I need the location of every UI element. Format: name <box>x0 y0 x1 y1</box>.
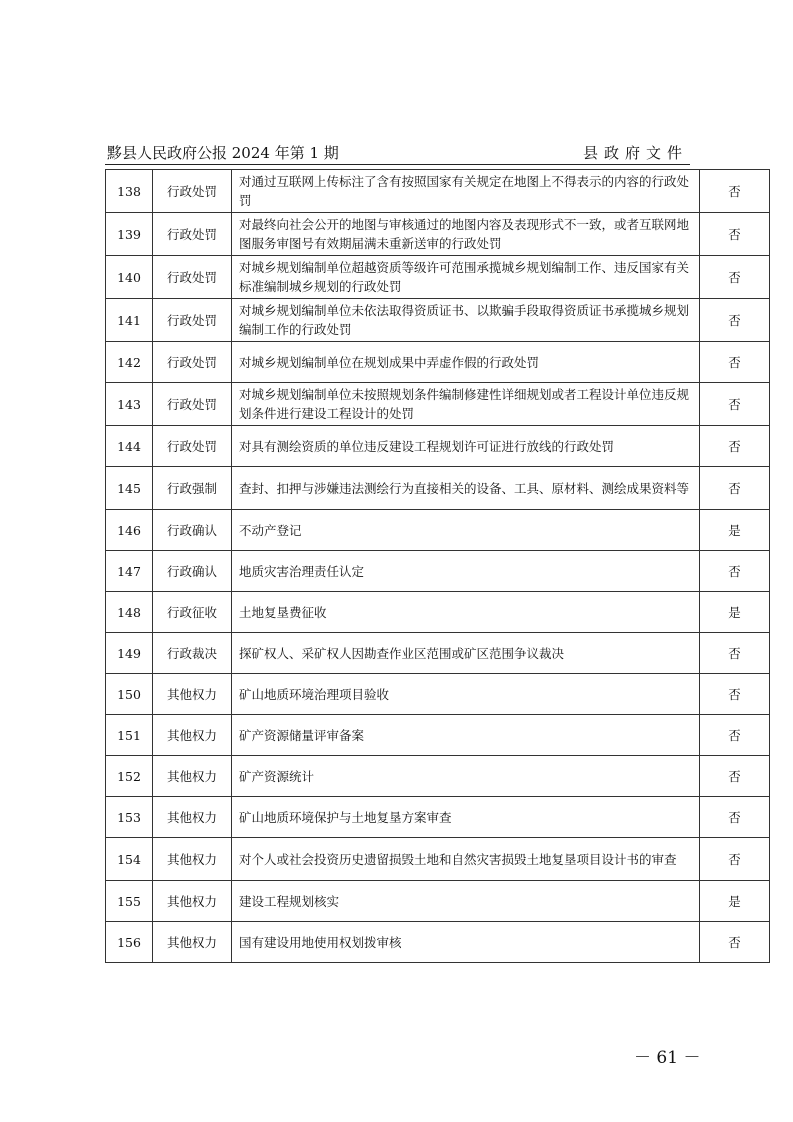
power-item: 对城乡规划编制单位未按照规划条件编制修建性详细规划或者工程设计单位违反规划条件进行建设工程设计的处罚 <box>232 383 700 426</box>
power-type: 行政强制 <box>153 467 232 510</box>
flag-value: 否 <box>700 922 770 963</box>
table-row <box>106 633 770 674</box>
power-type: 其他权力 <box>153 797 232 838</box>
table-row <box>106 592 770 633</box>
table-row <box>106 467 770 510</box>
row-number: 140 <box>106 256 153 299</box>
power-type: 行政处罚 <box>153 256 232 299</box>
row-number: 150 <box>106 674 153 715</box>
power-item: 查封、扣押与涉嫌违法测绘行为直接相关的设备、工具、原材料、测绘成果资料等 <box>232 467 700 510</box>
row-number: 156 <box>106 922 153 963</box>
power-type: 行政处罚 <box>153 426 232 467</box>
power-item: 对个人或社会投资历史遗留损毁土地和自然灾害损毁土地复垦项目设计书的审查 <box>232 838 700 881</box>
flag-value: 否 <box>700 383 770 426</box>
table-row <box>106 881 770 922</box>
row-number: 151 <box>106 715 153 756</box>
table-row <box>106 299 770 342</box>
power-list-table <box>105 169 770 963</box>
power-item: 建设工程规划核实 <box>232 881 700 922</box>
power-type: 行政处罚 <box>153 342 232 383</box>
power-item: 矿山地质环境保护与土地复垦方案审查 <box>232 797 700 838</box>
flag-value: 否 <box>700 256 770 299</box>
power-item: 土地复垦费征收 <box>232 592 700 633</box>
table-row <box>106 674 770 715</box>
page-number: － 61 － <box>634 1048 701 1068</box>
publication-title: 黟县人民政府公报 2024 年第 1 期 <box>107 144 339 162</box>
power-item: 对城乡规划编制单位未依法取得资质证书、以欺骗手段取得资质证书承揽城乡规划编制工作的行政处罚 <box>232 299 700 342</box>
section-title: 县政府文件 <box>582 144 688 162</box>
power-type: 其他权力 <box>153 838 232 881</box>
row-number: 141 <box>106 299 153 342</box>
power-type: 其他权力 <box>153 881 232 922</box>
table-row <box>106 715 770 756</box>
table-row <box>106 426 770 467</box>
flag-value: 否 <box>700 756 770 797</box>
power-type: 其他权力 <box>153 715 232 756</box>
power-item: 矿山地质环境治理项目验收 <box>232 674 700 715</box>
power-item: 对具有测绘资质的单位违反建设工程规划许可证进行放线的行政处罚 <box>232 426 700 467</box>
flag-value: 否 <box>700 838 770 881</box>
flag-value: 是 <box>700 510 770 551</box>
row-number: 152 <box>106 756 153 797</box>
row-number: 153 <box>106 797 153 838</box>
row-number: 149 <box>106 633 153 674</box>
power-item: 不动产登记 <box>232 510 700 551</box>
power-item: 对城乡规划编制单位超越资质等级许可范围承揽城乡规划编制工作、违反国家有关标准编制城乡规划的行政处罚 <box>232 256 700 299</box>
flag-value: 否 <box>700 551 770 592</box>
table-row <box>106 797 770 838</box>
table-row <box>106 213 770 256</box>
table-row <box>106 838 770 881</box>
row-number: 155 <box>106 881 153 922</box>
table-row <box>106 551 770 592</box>
flag-value: 是 <box>700 881 770 922</box>
flag-value: 否 <box>700 213 770 256</box>
row-number: 144 <box>106 426 153 467</box>
power-type: 行政征收 <box>153 592 232 633</box>
page-header <box>105 140 690 165</box>
power-type: 其他权力 <box>153 674 232 715</box>
table-row <box>106 170 770 213</box>
flag-value: 否 <box>700 299 770 342</box>
row-number: 147 <box>106 551 153 592</box>
flag-value: 否 <box>700 426 770 467</box>
flag-value: 否 <box>700 674 770 715</box>
power-item: 矿产资源储量评审备案 <box>232 715 700 756</box>
power-item: 地质灾害治理责任认定 <box>232 551 700 592</box>
table-row <box>106 510 770 551</box>
power-type: 行政处罚 <box>153 383 232 426</box>
power-type: 行政处罚 <box>153 299 232 342</box>
power-item: 对城乡规划编制单位在规划成果中弄虚作假的行政处罚 <box>232 342 700 383</box>
flag-value: 否 <box>700 170 770 213</box>
power-type: 其他权力 <box>153 756 232 797</box>
table-row <box>106 256 770 299</box>
power-type: 行政处罚 <box>153 170 232 213</box>
row-number: 138 <box>106 170 153 213</box>
row-number: 145 <box>106 467 153 510</box>
row-number: 154 <box>106 838 153 881</box>
flag-value: 否 <box>700 467 770 510</box>
power-type: 行政确认 <box>153 510 232 551</box>
flag-value: 否 <box>700 797 770 838</box>
power-type: 其他权力 <box>153 922 232 963</box>
flag-value: 否 <box>700 715 770 756</box>
flag-value: 是 <box>700 592 770 633</box>
power-item: 对通过互联网上传标注了含有按照国家有关规定在地图上不得表示的内容的行政处罚 <box>232 170 700 213</box>
flag-value: 否 <box>700 342 770 383</box>
row-number: 148 <box>106 592 153 633</box>
row-number: 142 <box>106 342 153 383</box>
flag-value: 否 <box>700 633 770 674</box>
row-number: 146 <box>106 510 153 551</box>
table-row <box>106 383 770 426</box>
table-row <box>106 756 770 797</box>
power-type: 行政处罚 <box>153 213 232 256</box>
row-number: 143 <box>106 383 153 426</box>
power-type: 行政确认 <box>153 551 232 592</box>
power-item: 对最终向社会公开的地图与审核通过的地图内容及表现形式不一致，或者互联网地图服务审图号有效期届满未重新送审的行政处罚 <box>232 213 700 256</box>
power-item: 探矿权人、采矿权人因勘查作业区范围或矿区范围争议裁决 <box>232 633 700 674</box>
power-type: 行政裁决 <box>153 633 232 674</box>
power-item: 国有建设用地使用权划拨审核 <box>232 922 700 963</box>
table-row <box>106 922 770 963</box>
table-row <box>106 342 770 383</box>
power-item: 矿产资源统计 <box>232 756 700 797</box>
row-number: 139 <box>106 213 153 256</box>
